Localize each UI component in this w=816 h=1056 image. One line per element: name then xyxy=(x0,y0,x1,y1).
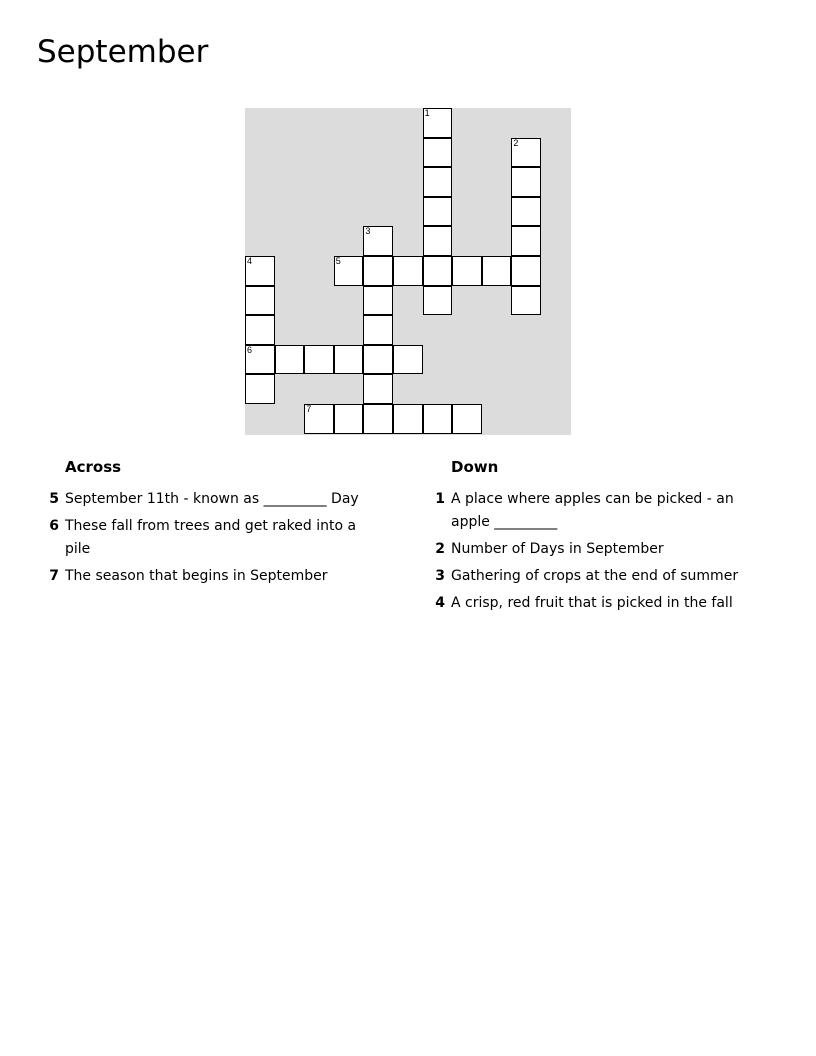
cell-number: 3 xyxy=(365,226,371,237)
crossword-cell[interactable] xyxy=(334,345,364,375)
down-clues xyxy=(430,458,770,619)
clue-number: 5 xyxy=(49,491,59,507)
down-clue xyxy=(430,592,770,615)
crossword-cell[interactable] xyxy=(363,286,393,316)
crossword-cell[interactable] xyxy=(334,404,364,434)
crossword-cell[interactable] xyxy=(304,345,334,375)
crossword-cell[interactable] xyxy=(452,256,482,286)
cell-number: 7 xyxy=(306,404,312,414)
crossword-cell[interactable] xyxy=(511,286,541,316)
crossword-cell[interactable] xyxy=(363,345,393,375)
crossword-cell[interactable] xyxy=(423,286,453,316)
clue-number: 6 xyxy=(49,518,59,534)
crossword-cell[interactable] xyxy=(363,315,393,345)
crossword-cell[interactable] xyxy=(511,197,541,227)
crossword-cell[interactable] xyxy=(511,226,541,256)
crossword-cell[interactable] xyxy=(423,256,453,286)
crossword-cell[interactable] xyxy=(393,256,423,286)
crossword-grid xyxy=(245,108,571,435)
clue-number: 3 xyxy=(435,568,445,584)
crossword-cell[interactable] xyxy=(511,256,541,286)
across-clue xyxy=(44,565,384,588)
crossword-cell[interactable] xyxy=(363,374,393,404)
clue-text: Gathering of crops at the end of summer xyxy=(451,568,739,584)
crossword-cell[interactable] xyxy=(363,256,393,286)
cell-number: 1 xyxy=(424,108,430,118)
crossword-cell[interactable] xyxy=(275,345,305,375)
crossword-cell[interactable] xyxy=(393,345,423,375)
across-clues xyxy=(44,458,384,592)
down-clue xyxy=(430,538,770,561)
clue-text: The season that begins in September xyxy=(65,568,328,584)
page-title: September xyxy=(37,34,209,70)
clue-number: 1 xyxy=(435,491,445,507)
crossword-cell[interactable] xyxy=(245,286,275,316)
crossword-cell[interactable] xyxy=(304,404,334,434)
crossword-cell[interactable] xyxy=(334,256,364,286)
down-clue xyxy=(430,565,770,588)
crossword-cell[interactable] xyxy=(363,226,393,256)
clue-number: 7 xyxy=(49,568,59,584)
crossword-cell[interactable] xyxy=(423,167,453,197)
clue-text: A place where apples can be picked - an apple _________ xyxy=(451,491,734,530)
down-clue xyxy=(430,488,770,534)
clue-text: These fall from trees and get raked into a pile xyxy=(65,518,357,557)
cell-number: 5 xyxy=(335,256,341,266)
crossword-cell[interactable] xyxy=(423,138,453,168)
crossword-cell[interactable] xyxy=(511,138,541,168)
across-clue xyxy=(44,488,384,511)
cell-number: 6 xyxy=(247,344,253,355)
crossword-cell[interactable] xyxy=(423,226,453,256)
crossword-cell[interactable] xyxy=(452,404,482,434)
crossword-cell[interactable] xyxy=(245,315,275,345)
crossword-cell[interactable] xyxy=(245,256,275,286)
down-heading: Down xyxy=(451,458,499,476)
clue-number: 4 xyxy=(435,595,445,611)
clue-text: September 11th - known as _________ Day xyxy=(65,491,359,507)
crossword-cell[interactable] xyxy=(511,167,541,197)
cell-number: 2 xyxy=(513,137,519,148)
clue-text: A crisp, red fruit that is picked in the fall xyxy=(451,595,733,611)
crossword-cell[interactable] xyxy=(245,374,275,404)
across-heading: Across xyxy=(65,458,122,476)
crossword-cell[interactable] xyxy=(363,404,393,434)
clue-text: Number of Days in September xyxy=(451,541,664,557)
crossword-cell[interactable] xyxy=(423,108,453,138)
cell-number: 4 xyxy=(247,256,253,266)
crossword-cell[interactable] xyxy=(423,197,453,227)
crossword-cell[interactable] xyxy=(423,404,453,434)
clue-number: 2 xyxy=(435,541,445,557)
crossword-cell[interactable] xyxy=(393,404,423,434)
crossword-cell[interactable] xyxy=(245,345,275,375)
crossword-cell[interactable] xyxy=(482,256,512,286)
across-clue xyxy=(44,515,384,561)
